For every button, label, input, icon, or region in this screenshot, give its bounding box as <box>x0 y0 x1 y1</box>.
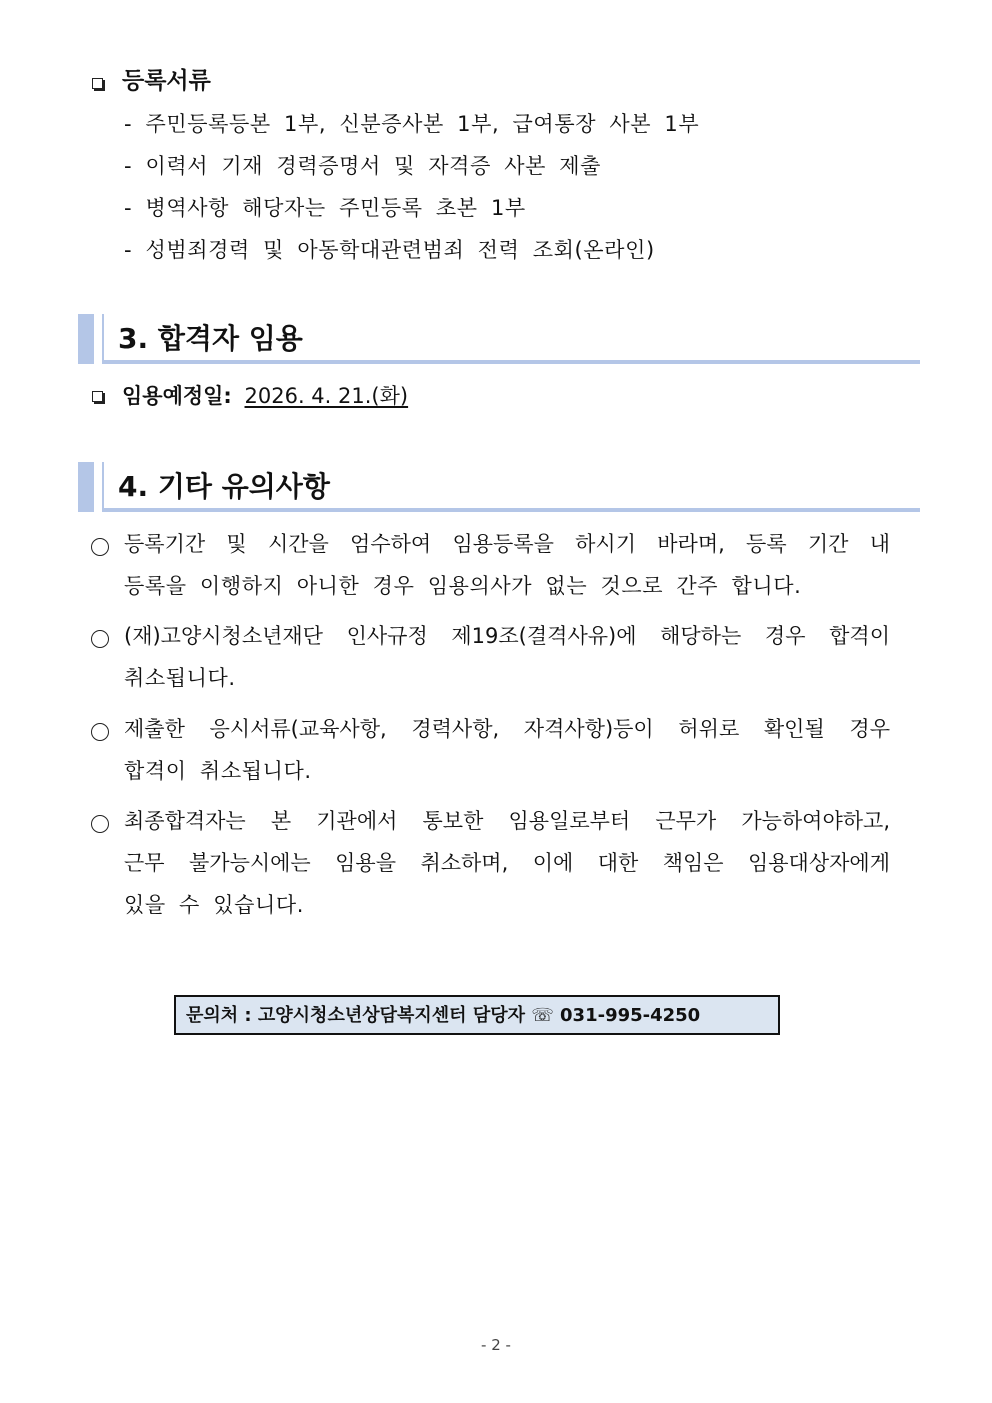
note-line: 근무 불가능시에는 임용을 취소하며, 이에 대한 책임은 임용대상자에게 <box>124 851 890 875</box>
contact-text: 문의처 : 고양시청소년상담복지센터 담당자 ☏ 031-995-4250 <box>186 1005 701 1026</box>
section-divider-line <box>102 314 104 364</box>
appointment-date-row <box>122 383 408 409</box>
checkbox-bullet-icon <box>92 391 103 402</box>
registration-doc-item: - 병역사항 해당자는 주민등록 초본 1부 <box>124 196 526 220</box>
section-underline <box>102 360 920 364</box>
appointment-date-label: 임용예정일: <box>122 384 232 408</box>
section-3-header <box>78 314 920 364</box>
section-3-title: 3. 합격자 임용 <box>118 322 303 355</box>
registration-docs-heading: 등록서류 <box>122 68 211 94</box>
circle-bullet-icon <box>91 723 109 741</box>
note-line: 최종합격자는 본 기관에서 통보한 임용일로부터 근무가 가능하여야하고, <box>124 809 890 833</box>
contact-box <box>174 995 780 1035</box>
registration-doc-item: - 성범죄경력 및 아동학대관련범죄 전력 조회(온라인) <box>124 238 655 262</box>
note-line: 등록을 이행하지 아니한 경우 임용의사가 없는 것으로 간주 합니다. <box>124 574 802 598</box>
registration-doc-item: - 주민등록등본 1부, 신분증사본 1부, 급여통장 사본 1부 <box>124 112 700 136</box>
section-marker-bar <box>78 462 94 512</box>
registration-doc-item: - 이력서 기재 경력증명서 및 자격증 사본 제출 <box>124 154 602 178</box>
note-line: 있을 수 있습니다. <box>124 893 305 917</box>
section-underline <box>102 508 920 512</box>
appointment-date-value: 2026. 4. 21.(화) <box>244 384 409 408</box>
page-number: - 2 - <box>481 1336 511 1354</box>
circle-bullet-icon <box>91 630 109 648</box>
note-line: (재)고양시청소년재단 인사규정 제19조(결격사유)에 해당하는 경우 합격이 <box>124 624 890 648</box>
section-divider-line <box>102 462 104 512</box>
circle-bullet-icon <box>91 815 109 833</box>
note-line: 제출한 응시서류(교육사항, 경력사항, 자격사항)등이 허위로 확인될 경우 <box>124 717 890 741</box>
circle-bullet-icon <box>91 538 109 556</box>
section-4-header <box>78 462 920 512</box>
note-line: 합격이 취소됩니다. <box>124 759 312 783</box>
section-4-title: 4. 기타 유의사항 <box>118 470 330 503</box>
section-marker-bar <box>78 314 94 364</box>
note-line: 등록기간 및 시간을 엄수하여 임용등록을 하시기 바라며, 등록 기간 내 <box>124 532 890 556</box>
note-line: 취소됩니다. <box>124 666 236 690</box>
checkbox-bullet-icon <box>92 78 103 89</box>
